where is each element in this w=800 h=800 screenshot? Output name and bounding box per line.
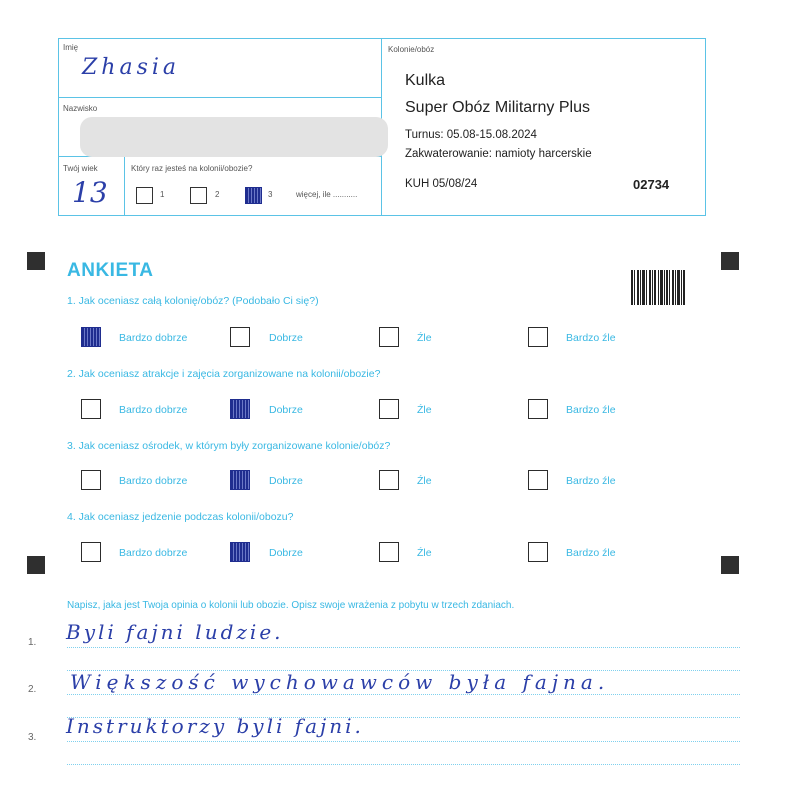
camp-code: KUH 05/08/24 <box>405 178 478 190</box>
name-value[interactable]: Zhasia <box>82 55 181 80</box>
camp-accommodation: Zakwaterowanie: namioty harcerskie <box>405 148 592 160</box>
form-number: 02734 <box>633 177 670 192</box>
q1-option-dobrze-label: Dobrze <box>269 332 303 344</box>
question-1-text: 1. Jak oceniasz całą kolonię/obóz? (Podobało Ci się?) <box>67 295 319 307</box>
q3-option-dobrze-label: Dobrze <box>269 475 303 487</box>
q1-option-zle-checkbox[interactable] <box>379 327 399 347</box>
q2-option-dobrze-checkbox[interactable] <box>230 399 250 419</box>
redacted-surname <box>80 117 388 157</box>
q1-option-bardzo-zle-label: Bardzo źle <box>566 332 616 344</box>
answer-line <box>67 694 740 695</box>
line-number-1: 1. <box>28 637 37 648</box>
line-number-2: 2. <box>28 684 37 695</box>
name-label: Imię <box>63 43 79 52</box>
q3-option-bardzo-dobrze-label: Bardzo dobrze <box>119 475 188 487</box>
question-2-text: 2. Jak oceniasz atrakcje i zajęcia zorganizowane na kolonii/obozie? <box>67 368 381 380</box>
visit-option-1-checkbox[interactable] <box>136 187 153 204</box>
q3-option-zle-label: Źle <box>417 475 432 487</box>
q4-option-bardzo-zle-label: Bardzo źle <box>566 547 616 559</box>
visits-label: Który raz jesteś na kolonii/obozie? <box>131 164 253 173</box>
q4-option-zle-label: Źle <box>417 547 432 559</box>
q2-option-bardzo-zle-checkbox[interactable] <box>528 399 548 419</box>
camp-name: Kulka <box>405 72 446 89</box>
visit-option-2-checkbox[interactable] <box>190 187 207 204</box>
q2-option-bardzo-dobrze-checkbox[interactable] <box>81 399 101 419</box>
line-number-3: 3. <box>28 732 37 743</box>
q4-option-bardzo-dobrze-label: Bardzo dobrze <box>119 547 188 559</box>
visit-option-2-label: 2 <box>215 190 220 199</box>
q4-option-bardzo-dobrze-checkbox[interactable] <box>81 542 101 562</box>
opinion-answer-1[interactable]: Byli fajni ludzie. <box>66 620 284 644</box>
q2-option-dobrze-label: Dobrze <box>269 404 303 416</box>
visit-option-1-label: 1 <box>160 190 165 199</box>
opinion-answer-3[interactable]: Instruktorzy byli fajni. <box>66 714 364 738</box>
q3-option-bardzo-zle-label: Bardzo źle <box>566 475 616 487</box>
registration-marker-bottom-right <box>721 556 739 574</box>
q1-option-zle-label: Źle <box>417 332 432 344</box>
q3-option-zle-checkbox[interactable] <box>379 470 399 490</box>
question-4-text: 4. Jak oceniasz jedzenie podczas kolonii/obozu? <box>67 511 294 523</box>
barcode-icon <box>631 270 686 305</box>
q1-option-bardzo-dobrze-checkbox[interactable] <box>81 327 101 347</box>
visit-option-3-label: 3 <box>268 190 273 199</box>
camp-turnus: Turnus: 05.08-15.08.2024 <box>405 129 537 141</box>
q2-option-zle-label: Źle <box>417 404 432 416</box>
age-label: Twój wiek <box>63 164 98 173</box>
opinion-prompt: Napisz, jaka jest Twoja opinia o kolonii lub obozie. Opisz swoje wrażenia z pobytu w trzech zdaniach. <box>67 600 515 611</box>
surname-label: Nazwisko <box>63 104 98 113</box>
registration-marker-bottom-left <box>27 556 45 574</box>
registration-marker-top-left <box>27 252 45 270</box>
visit-option-more-label: więcej, ile ........... <box>296 190 358 199</box>
visit-option-3-checkbox[interactable] <box>245 187 262 204</box>
answer-line <box>67 647 740 648</box>
q4-option-zle-checkbox[interactable] <box>379 542 399 562</box>
survey-title: ANKIETA <box>67 260 154 281</box>
camp-program: Super Obóz Militarny Plus <box>405 99 590 116</box>
opinion-answer-2[interactable]: Większość wychowawców była fajna. <box>70 670 610 694</box>
q2-option-bardzo-dobrze-label: Bardzo dobrze <box>119 404 188 416</box>
q1-option-dobrze-checkbox[interactable] <box>230 327 250 347</box>
q2-option-bardzo-zle-label: Bardzo źle <box>566 404 616 416</box>
answer-line <box>67 741 740 742</box>
registration-marker-top-right <box>721 252 739 270</box>
q3-option-bardzo-dobrze-checkbox[interactable] <box>81 470 101 490</box>
q3-option-dobrze-checkbox[interactable] <box>230 470 250 490</box>
q3-option-bardzo-zle-checkbox[interactable] <box>528 470 548 490</box>
answer-line <box>67 764 740 765</box>
q4-option-dobrze-label: Dobrze <box>269 547 303 559</box>
age-value[interactable]: 13 <box>72 176 108 209</box>
camp-label: Kolonie/obóz <box>388 45 435 54</box>
q2-option-zle-checkbox[interactable] <box>379 399 399 419</box>
q1-option-bardzo-dobrze-label: Bardzo dobrze <box>119 332 188 344</box>
question-3-text: 3. Jak oceniasz ośrodek, w którym były zorganizowane kolonie/obóz? <box>67 440 391 452</box>
q1-option-bardzo-zle-checkbox[interactable] <box>528 327 548 347</box>
q4-option-bardzo-zle-checkbox[interactable] <box>528 542 548 562</box>
q4-option-dobrze-checkbox[interactable] <box>230 542 250 562</box>
